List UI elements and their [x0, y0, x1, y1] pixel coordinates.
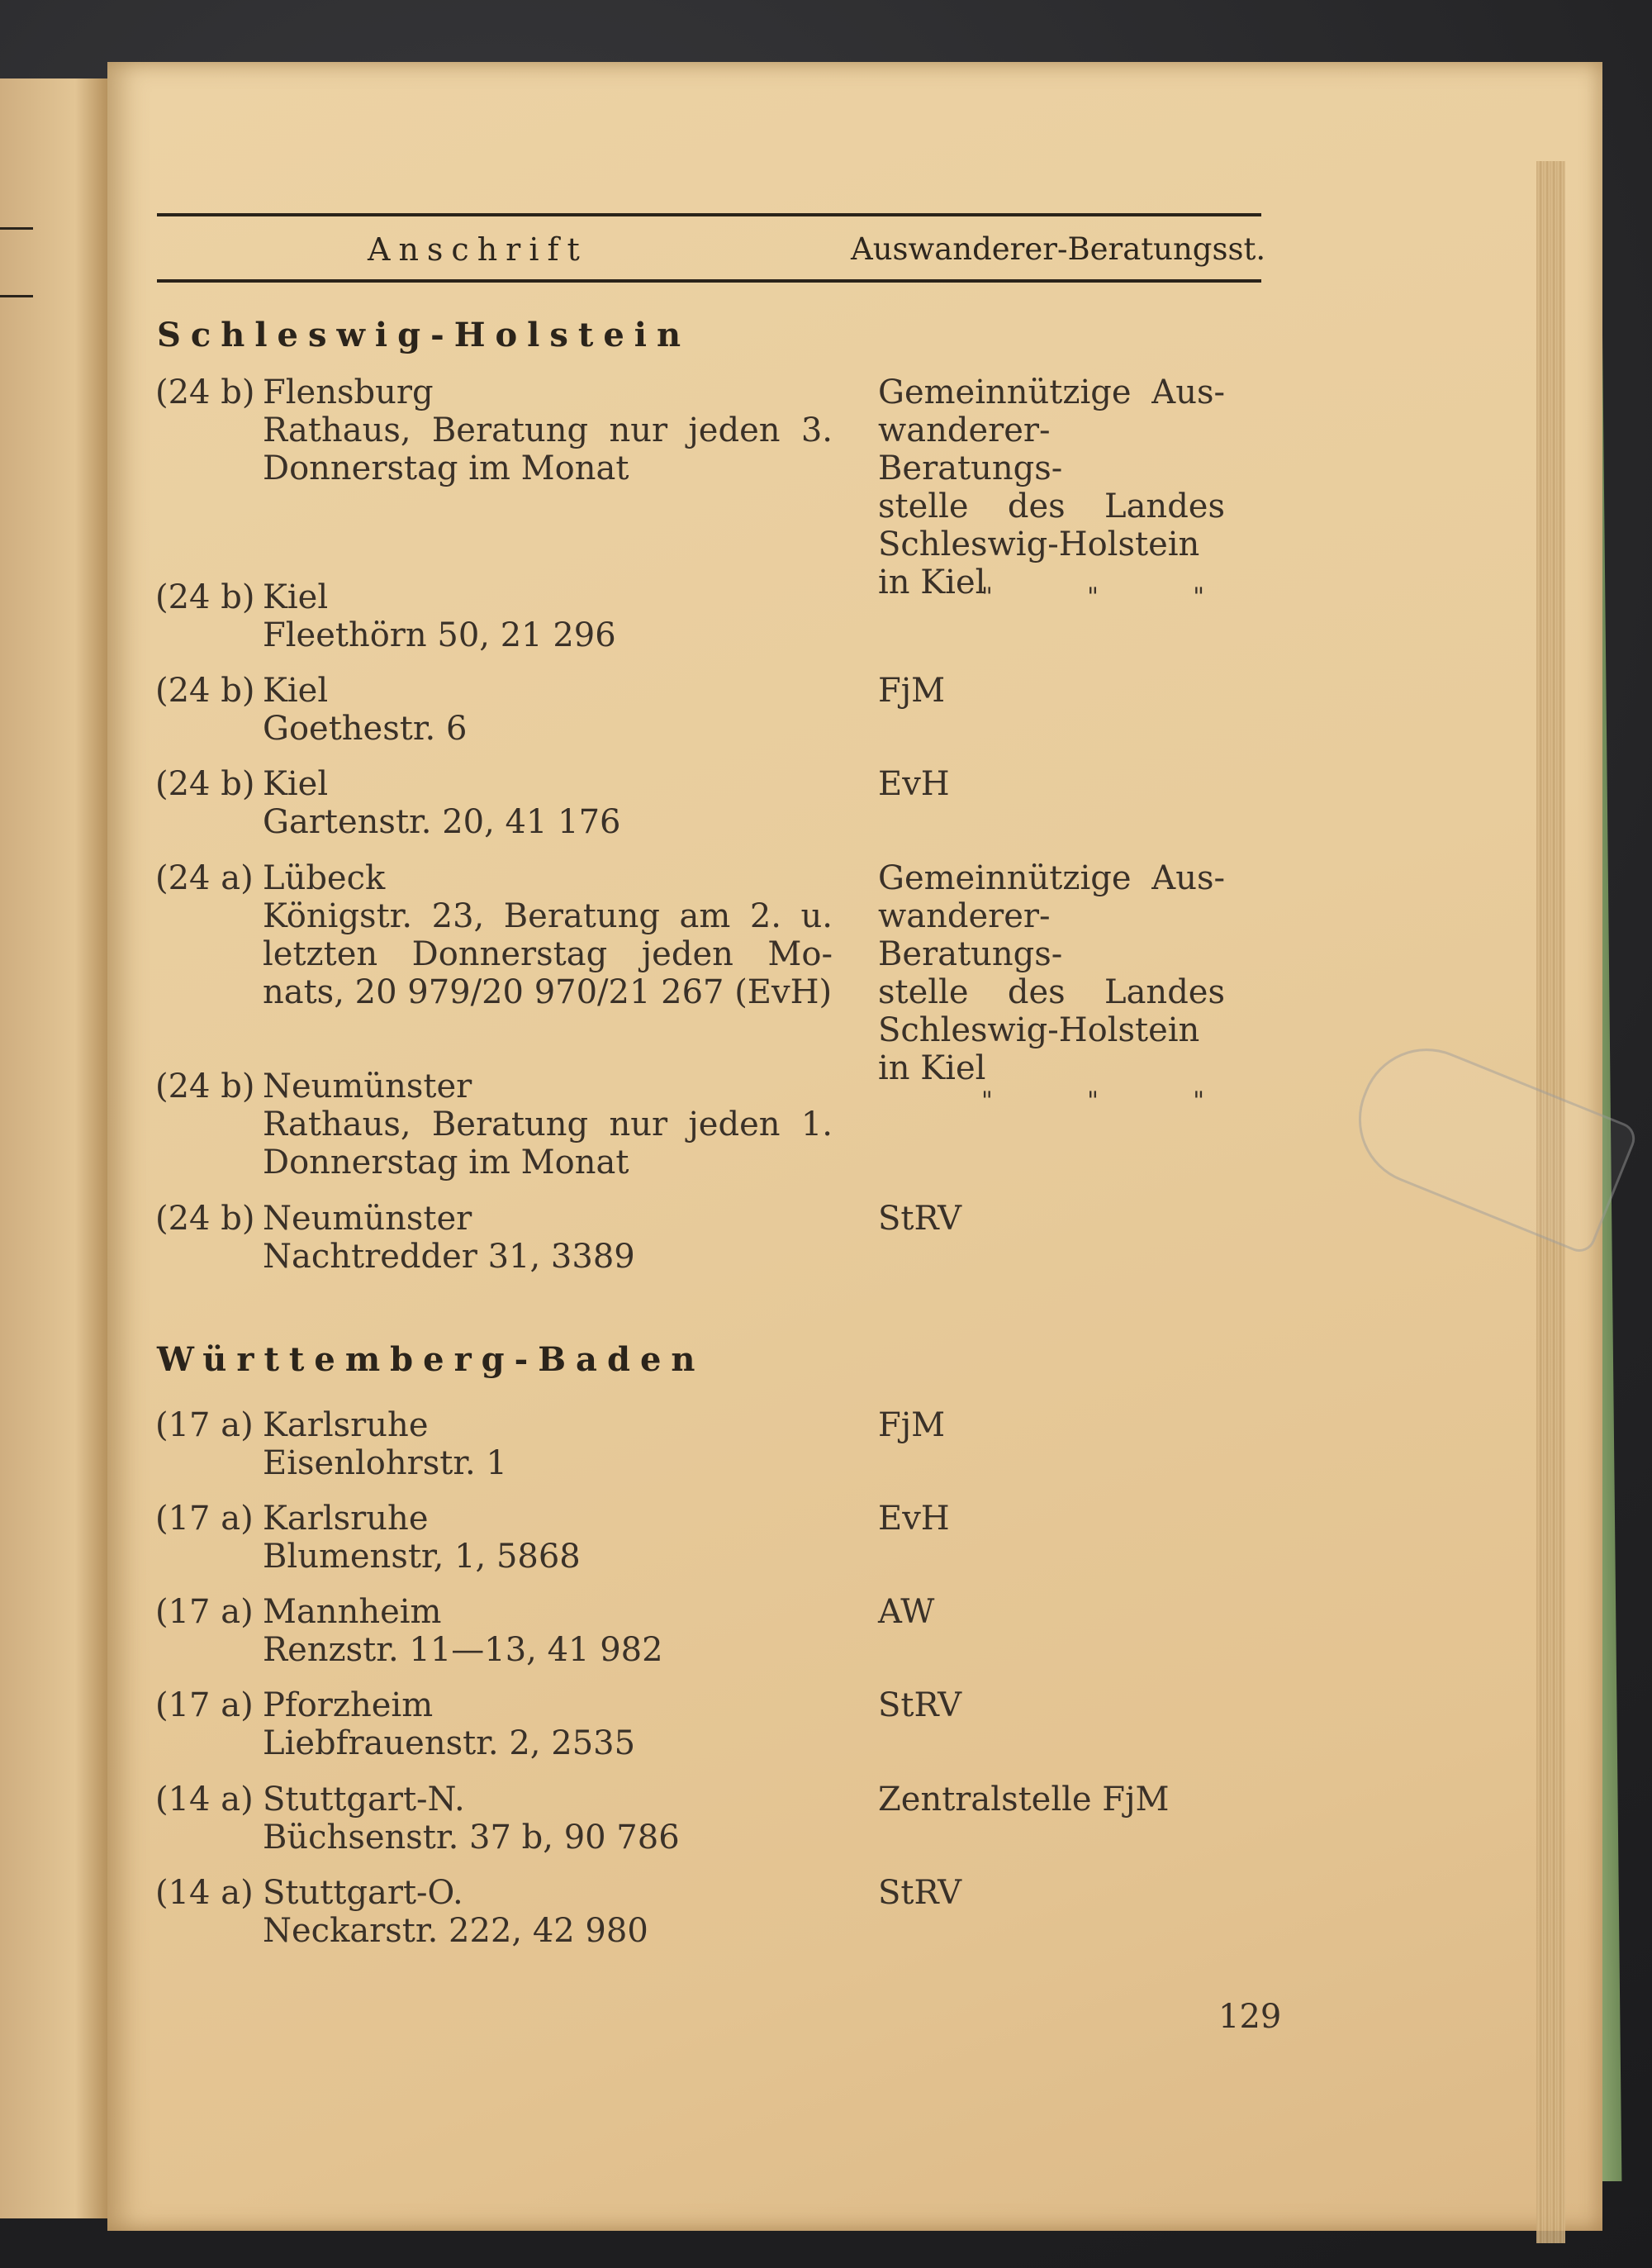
postal-zone-code: (14 a) [155, 1781, 254, 1819]
postal-zone-code: (17 a) [155, 1686, 254, 1724]
city: Mannheim [263, 1593, 442, 1631]
postal-zone-code: (17 a) [155, 1406, 254, 1444]
institution-line: StRV [878, 1200, 962, 1238]
postal-zone-code: (24 b) [155, 373, 255, 411]
left-page-rule [0, 227, 33, 230]
address-line: Neckarstr. 222, 42 980 [263, 1912, 648, 1950]
address-line: Königstr. 23, Beratung am 2. u. [263, 897, 833, 935]
city: Neumünster [263, 1200, 472, 1238]
region-heading: Württemberg-Baden [157, 1340, 705, 1379]
postal-zone-code: (17 a) [155, 1593, 254, 1631]
institution-line: stelle des Landes [878, 973, 1225, 1011]
city: Stuttgart-N. [263, 1781, 465, 1819]
institution-line: Gemeinnützige Aus- [878, 859, 1225, 897]
institution-line: in Kiel [878, 563, 986, 601]
header-bottom-rule [157, 279, 1261, 283]
address-line: Renzstr. 11—13, 41 982 [263, 1631, 663, 1669]
city: Karlsruhe [263, 1406, 429, 1444]
address [263, 1912, 833, 1950]
institution-line: in Kiel [878, 1049, 986, 1087]
institution [878, 373, 1225, 601]
institution-line: FjM [878, 672, 946, 710]
institution [878, 1593, 1225, 1631]
postal-zone-code: (24 b) [155, 672, 255, 710]
institution-line: FjM [878, 1406, 946, 1444]
institution-line: wanderer-Beratungs- [878, 411, 1063, 487]
ditto-mark: " [1193, 1086, 1204, 1115]
address-line: letzten Donnerstag jeden Mo- [263, 935, 833, 973]
institution-line: wanderer-Beratungs- [878, 897, 1063, 973]
region-heading: Schleswig-Holstein [157, 316, 691, 354]
institution [878, 1406, 1225, 1444]
institution-line: AW [878, 1593, 935, 1631]
institution [878, 1200, 1225, 1238]
city: Flensburg [263, 373, 434, 411]
institution-line: Gemeinnützige Aus- [878, 373, 1225, 411]
city: Kiel [263, 672, 329, 710]
address-line: Nachtredder 31, 3389 [263, 1238, 635, 1276]
address [263, 897, 833, 1011]
city: Pforzheim [263, 1686, 434, 1724]
address [263, 1444, 833, 1482]
city: Neumünster [263, 1067, 472, 1105]
city: Kiel [263, 765, 329, 803]
institution [878, 1874, 1225, 1912]
address-line: Rathaus, Beratung nur jeden 3. [263, 411, 833, 449]
ditto-marks [981, 1082, 1204, 1120]
address [263, 1238, 833, 1276]
postal-zone-code: (24 b) [155, 1067, 255, 1105]
address [263, 411, 833, 487]
left-page-rule [0, 295, 33, 297]
institution-line: StRV [878, 1686, 962, 1724]
address-line: Donnerstag im Monat [263, 1144, 629, 1182]
institution-line: Zentralstelle FjM [878, 1781, 1170, 1819]
page-number: 129 [1218, 1998, 1282, 2036]
column-header-address: Anschrift [368, 231, 588, 268]
ditto-mark: " [1087, 582, 1099, 611]
address-line: Eisenlohrstr. 1 [263, 1444, 507, 1482]
institution-line: Schleswig-Holstein [878, 525, 1200, 563]
ditto-mark: " [981, 1086, 993, 1115]
institution [878, 672, 1225, 710]
postal-zone-code: (14 a) [155, 1874, 254, 1912]
institution [878, 1781, 1225, 1819]
institution-line: StRV [878, 1874, 962, 1912]
postal-zone-code: (24 b) [155, 1200, 255, 1238]
institution-line: EvH [878, 1500, 950, 1538]
ditto-marks [981, 578, 1204, 616]
address [263, 803, 833, 841]
postal-zone-code: (24 b) [155, 578, 255, 616]
address-line: Büchsenstr. 37 b, 90 786 [263, 1819, 680, 1857]
institution-line: Schleswig-Holstein [878, 1011, 1200, 1049]
address-line: Donnerstag im Monat [263, 449, 629, 487]
institution [878, 1686, 1225, 1724]
postal-zone-code: (17 a) [155, 1500, 254, 1538]
address-line: Goethestr. 6 [263, 710, 468, 748]
city: Karlsruhe [263, 1500, 429, 1538]
address-line: Liebfrauenstr. 2, 2535 [263, 1724, 636, 1762]
institution-line: stelle des Landes [878, 487, 1225, 525]
ditto-mark: " [1193, 582, 1204, 611]
address-line: Gartenstr. 20, 41 176 [263, 803, 621, 841]
address [263, 1819, 833, 1857]
institution [878, 1500, 1225, 1538]
institution [878, 765, 1225, 803]
address-line: Blumenstr, 1, 5868 [263, 1538, 581, 1576]
header-top-rule [157, 213, 1261, 216]
ditto-mark: " [1087, 1086, 1099, 1115]
institution-line: EvH [878, 765, 950, 803]
address [263, 710, 833, 748]
institution [878, 859, 1225, 1087]
address [263, 1105, 833, 1182]
address [263, 1724, 833, 1762]
column-header-advice-center: Auswanderer-Beratungsst. [851, 231, 1266, 267]
city: Stuttgart-O. [263, 1874, 463, 1912]
address [263, 1631, 833, 1669]
address-line: Fleethörn 50, 21 296 [263, 616, 616, 654]
address-line: nats, 20 979/20 970/21 267 (EvH) [263, 973, 833, 1011]
address [263, 616, 833, 654]
city: Lübeck [263, 859, 386, 897]
address-line: Rathaus, Beratung nur jeden 1. [263, 1105, 833, 1144]
postal-zone-code: (24 b) [155, 765, 255, 803]
ditto-mark: " [981, 582, 993, 611]
address [263, 1538, 833, 1576]
left-page-edge [0, 78, 107, 2218]
postal-zone-code: (24 a) [155, 859, 254, 897]
city: Kiel [263, 578, 329, 616]
